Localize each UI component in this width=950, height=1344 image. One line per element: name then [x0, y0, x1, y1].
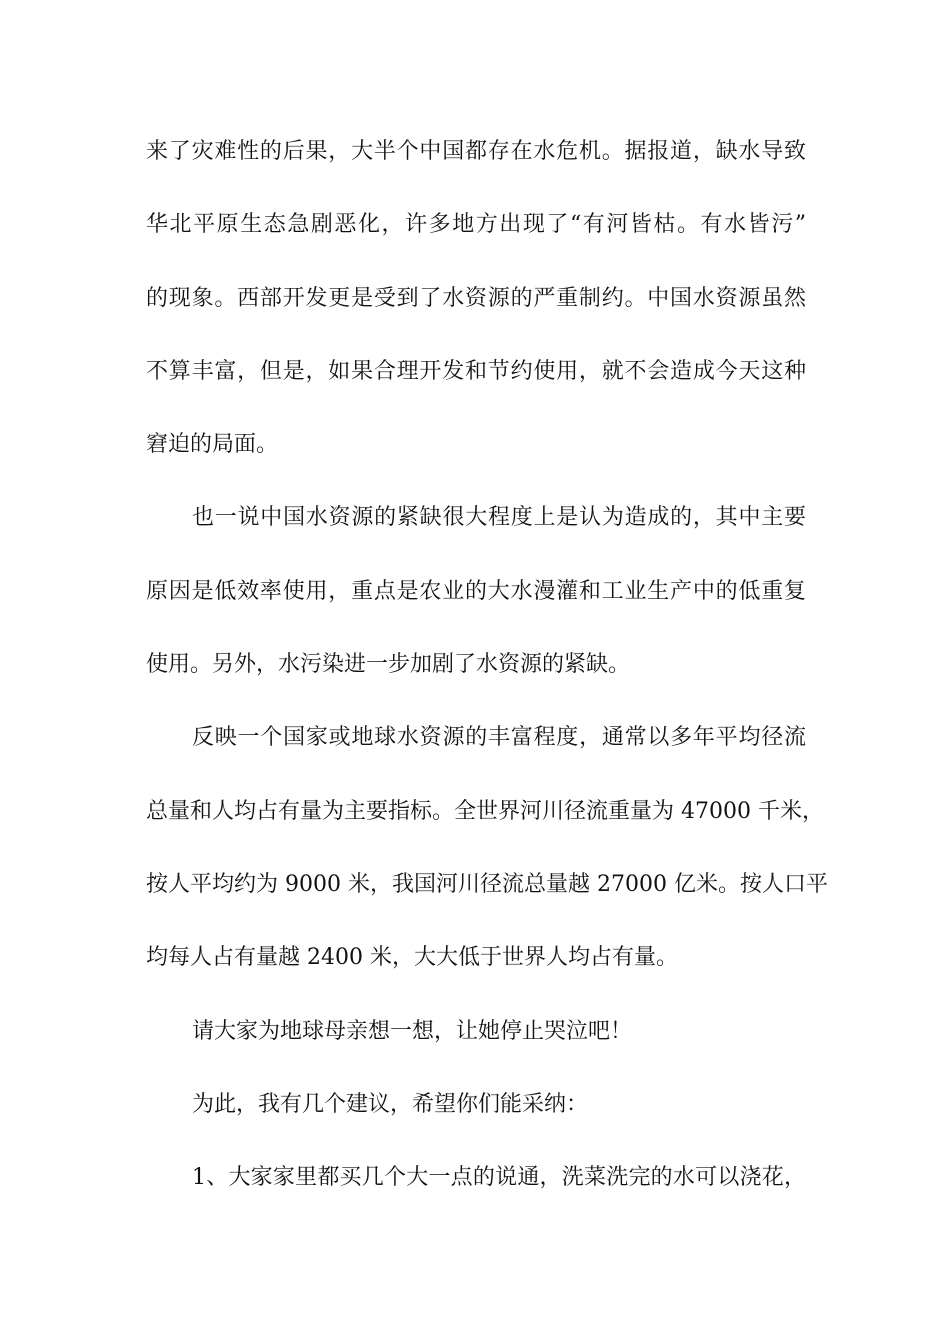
document-body [146, 132, 828, 1231]
text-line: 华北平原生态急剧恶化，许多地方出现了“有河皆枯。有水皆污” [146, 212, 806, 238]
text-line: 按人平均约为 9000 米，我国河川径流总量越 27000 亿米。按人口平 [146, 871, 828, 897]
paragraph-first-line: 也一说中国水资源的紧缺很大程度上是认为造成的，其中主要 [192, 505, 806, 531]
text-line: 不算丰富，但是，如果合理开发和节约使用，就不会造成今天这种 [146, 358, 806, 384]
list-item-1: 1、大家家里都买几个大一点的说通，洗菜洗完的水可以浇花， [192, 1165, 806, 1191]
paragraph-first-line: 请大家为地球母亲想一想，让她停止哭泣吧！ [192, 1018, 633, 1044]
text-line: 来了灾难性的后果，大半个中国都存在水危机。据报道，缺水导致 [146, 139, 806, 164]
text-line: 均每人占有量越 2400 米，大大低于世界人均占有量。 [146, 945, 678, 971]
text-line: 原因是低效率使用，重点是农业的大水漫灌和工业生产中的低重复 [146, 578, 806, 604]
paragraph-first-line: 为此，我有几个建议，希望你们能采纳： [192, 1091, 589, 1117]
text-line: 使用。另外，水污染进一步加剧了水资源的紧缺。 [146, 652, 631, 678]
paragraph-first-line: 反映一个国家或地球水资源的丰富程度，通常以多年平均径流 [192, 725, 806, 751]
text-line: 窘迫的局面。 [146, 432, 279, 458]
text-line: 总量和人均占有量为主要指标。全世界河川径流重量为 47000 千米， [146, 798, 824, 824]
text-line: 的现象。西部开发更是受到了水资源的严重制约。中国水资源虽然 [146, 285, 806, 311]
